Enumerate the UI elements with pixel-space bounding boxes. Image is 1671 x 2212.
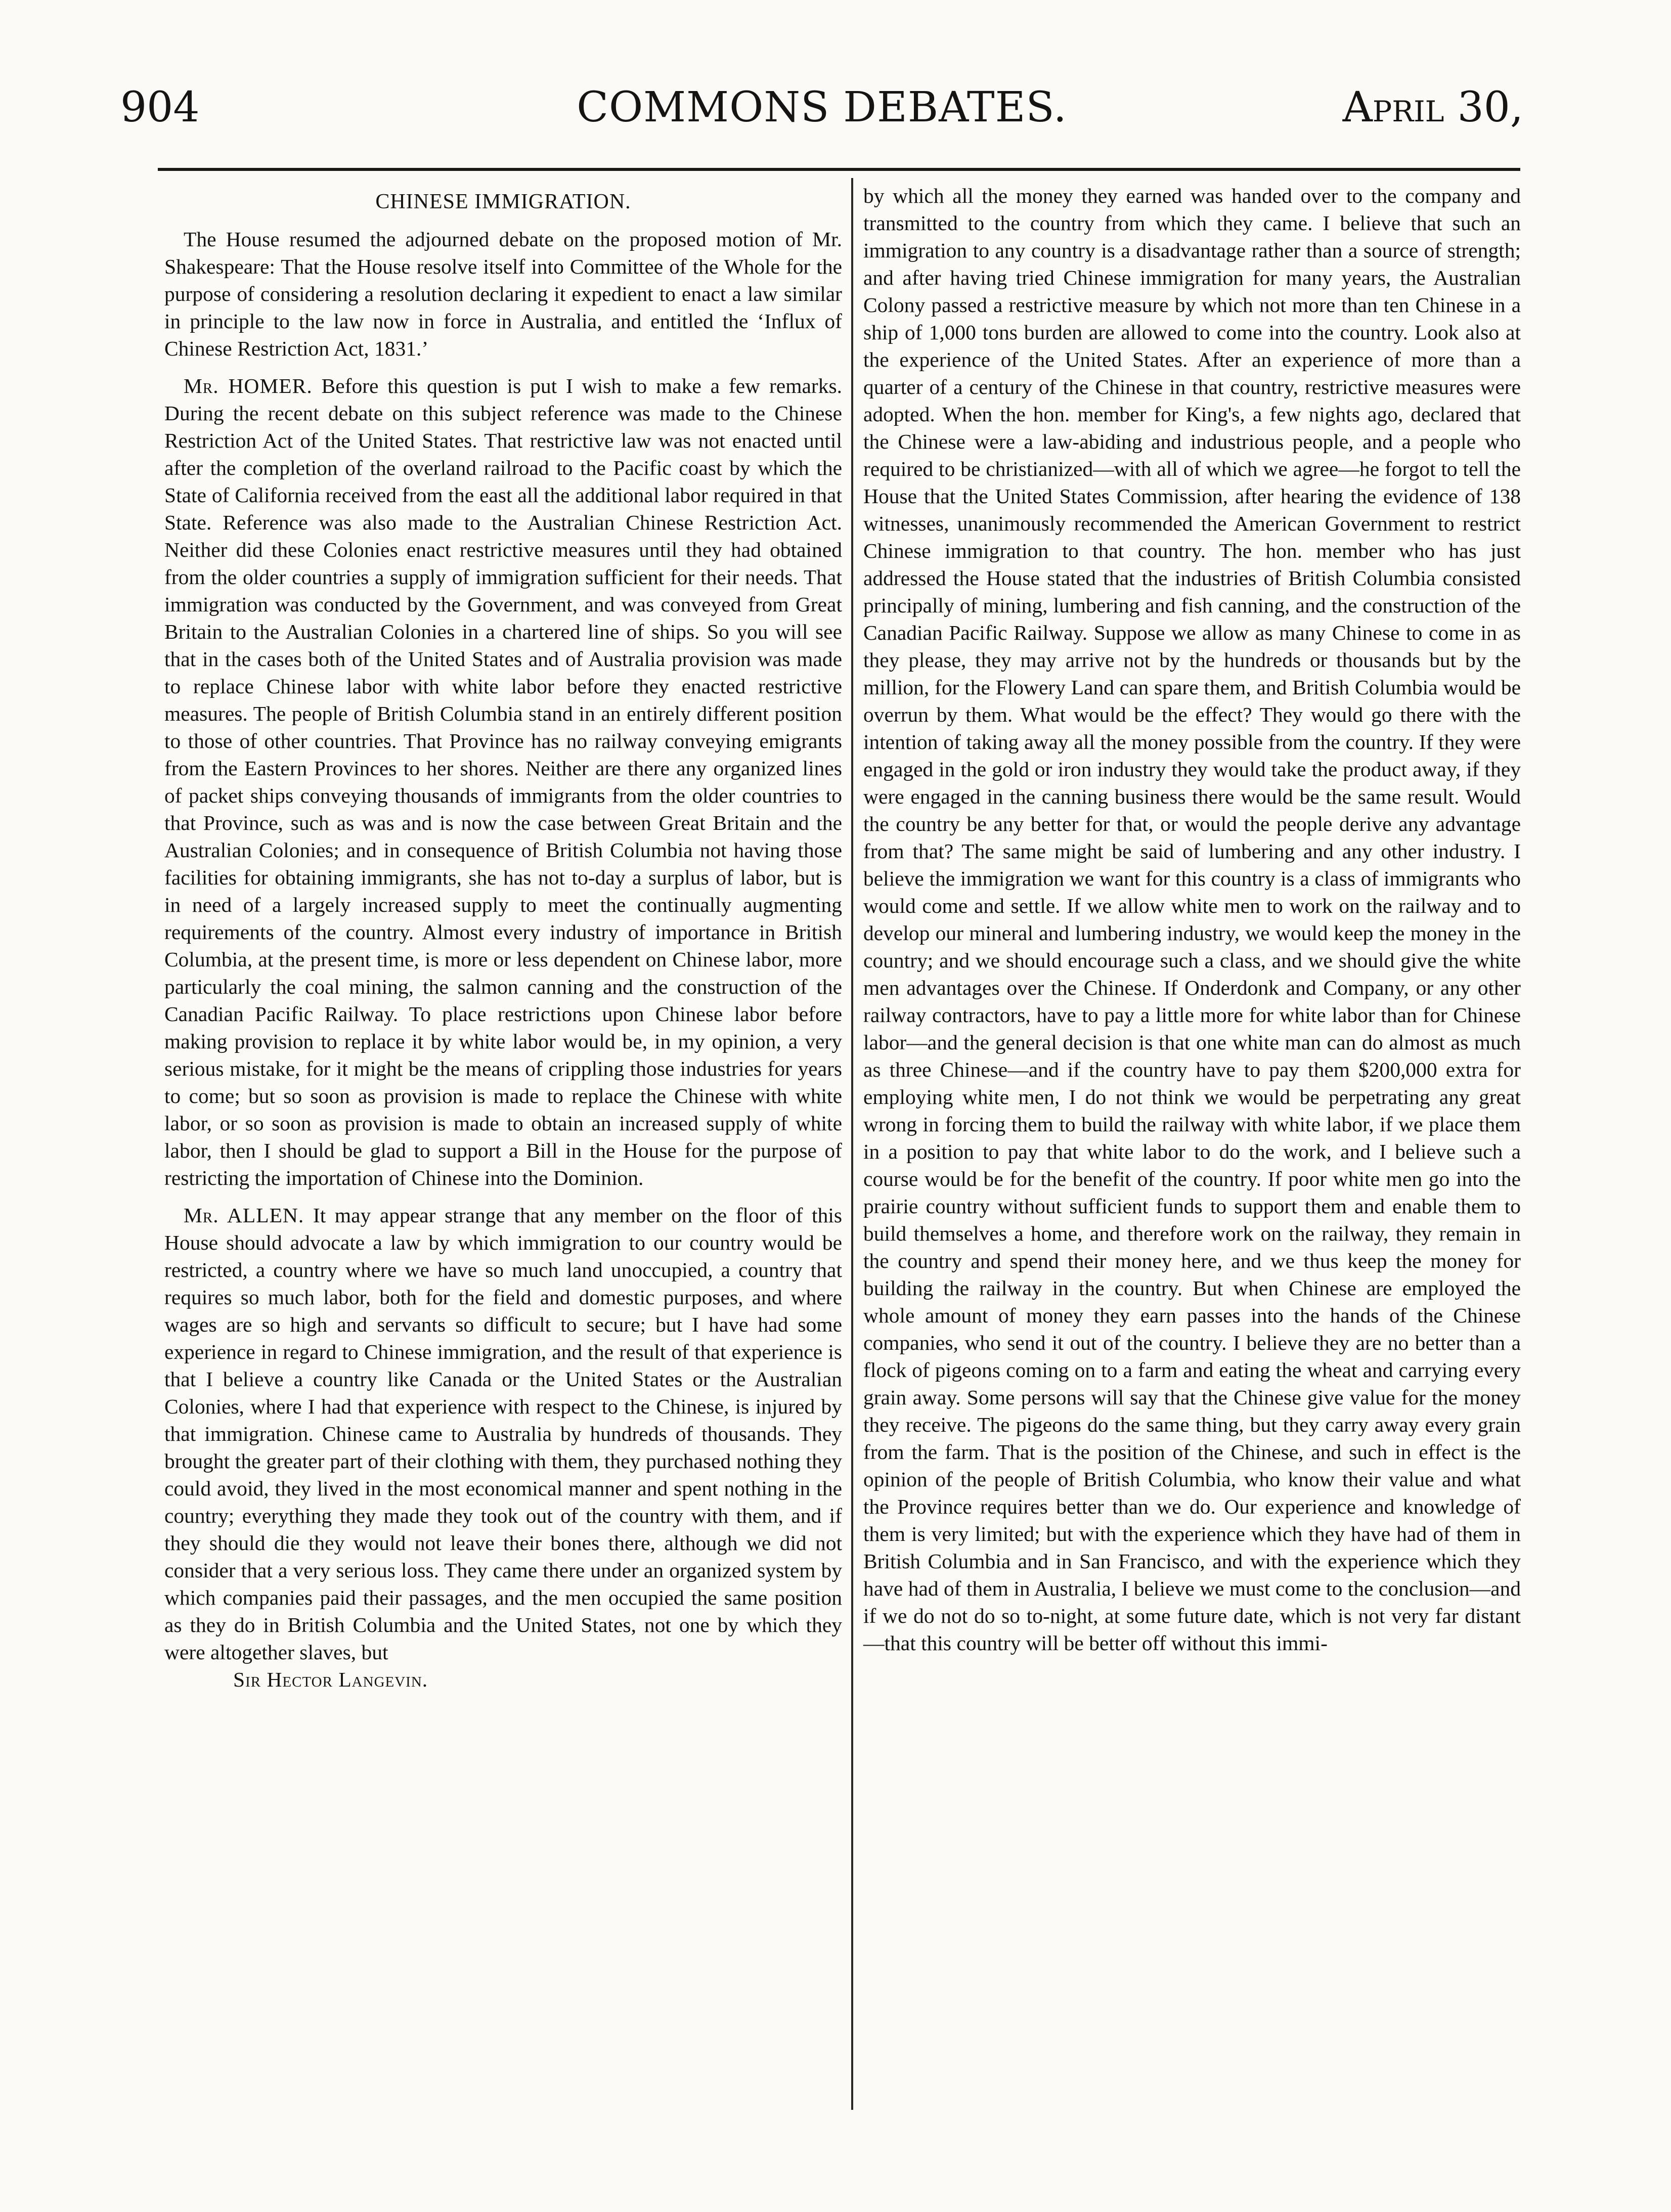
- debate-intro: The House resumed the adjourned debate on the proposed motion of Mr. Shakespeare: That the House resolve itself into Committee of the Whole for the purpose of considering a resolution declaring it expedient to enact a law similar in principle to the law now in force in Australia, and entitled the ‘Influx of Chinese Restriction Act, 1831.’: [164, 228, 842, 360]
- header-rule: [158, 168, 1520, 171]
- speaker-name: Mr. HOMER.: [184, 374, 313, 397]
- paragraph-gap: [164, 1191, 842, 1202]
- left-column: [164, 182, 842, 1693]
- allen-continued: by which all the money they earned was handed over to the company and transmitted to the country from which they came. I believe that such an immigration to any country is a disadvantage rather than a source of strength; and after having tried Chinese immigration for many years, the Australian Colony passed a restrictive measure by which not more than ten Chinese in a ship of 1,000 tons burden are allowed to come into the country. Look also at the experience of the United States. After an experience of more than a quarter of a century of the Chinese in that country, restrictive measures were adopted. When the hon. member for King's, a few nights ago, declared that the Chinese were a law-abiding and industrious people, and a people who required to be christianized—with all of which we agree—he forgot to tell the House that the United States Commission, after hearing the evidence of 138 witnesses, unanimously recommended the American Government to restrict Chinese immigration to that country. The hon. member who has just addressed the House stated that the industries of British Columbia consisted principally of mining, lumbering and fish canning, and the construction of the Canadian Pacific Railway. Suppose we allow as many Chinese to come in as they please, they may arrive not by the hundreds or thousands but by the million, for the Flowery Land can spare them, and British Columbia would be overrun by them. What would be the effect? They would go there with the intention of taking away all the money possible from the country. If they were engaged in the gold or iron industry they would take the product away, if they were engaged in the canning business there would be the same result. Would the country be any better for that, or would the people derive any advantage from that? The same might be said of lumbering and any other industry. I believe the immigration we want for this country is a class of immigrants who would come and settle. If we allow white men to work on the railway and to develop our mineral and lumbering industry, we would keep the money in the country; and we should encourage such a class, and we should give the white men advantages over the Chinese. If Onderdonk and Company, or any other railway contractors, have to pay a little more for white labor than for Chinese labor—and the general decision is that one white man can do almost as much as three Chinese—and if the country have to pay them $200,000 extra for employing white men, I do not think we would be perpetrating any great wrong in forcing them to build the railway with white labor, if we place them in a position to pay that white labor to do the work, and I believe such a course would be for the benefit of the country. If poor white men go into the prairie country without sufficient funds to support them and enable them to build themselves a home, and therefore work on the railway, they remain in the country and spend their money here, and we thus keep the money for building the railway in the country. But when Chinese are employed the whole amount of money they earn passes into the hands of the Chinese companies, who send it out of the country. I believe they are no better than a flock of pigeons coming on to a farm and eating the wheat and carrying every grain away. Some persons will say that the Chinese give value for the money they receive. The pigeons do the same thing, but they carry away every grain from the farm. That is the position of the Chinese, and such in effect is the opinion of the people of British Columbia, who know their value and what the Province requires better than we do. Our experience and knowledge of them is very limited; but with the experience which they have had of them in British Columbia and in San Francisco, and with the experience which they have had of them in Australia, I believe we must come to the conclusion—and if we do not do so to-night, at some future date, which is not very far distant—that this country will be better off without this immi-: [863, 184, 1521, 1655]
- page-title: COMMONS DEBATES.: [577, 83, 1067, 131]
- column-divider: [851, 178, 853, 2110]
- allen-paragraph: [164, 1202, 842, 1666]
- speech-text: Before this question is put I wish to make a few remarks. During the recent debate on this subject reference was made to the Chinese Restriction Act of the United States. That restrictive law was not enacted until after the completion of the overland railroad to the Pacific coast by which the State of California received from the east all the additional labor required in that State. Reference was also made to the Australian Chinese Restriction Act. Neither did these Colonies enact restrictive measures until they had obtained from the older countries a supply of immigration sufficient for their needs. That immigration was conducted by the Government, and was conveyed from Great Britain to the Australian Colonies in a chartered line of ships. So you will see that in the cases both of the United States and of Australia provision was made to replace Chinese labor with white labor before they enacted restrictive measures. The people of British Columbia stand in an entirely different position to those of other countries. That Province has no railway conveying emigrants from the Eastern Provinces to her shores. Neither are there any organized lines of packet ships conveying thousands of immigrants from the older countries to that Province, such as was and is now the case between Great Britain and the Australian Colonies; and in consequence of British Columbia not having those facilities for obtaining immigrants, she has not to-day a surplus of labor, but is in need of a largely increased supply to meet the continually augmenting requirements of the country. Almost every industry of importance in British Columbia, at the present time, is more or less dependent on Chinese labor, more particularly the coal mining, the salmon canning and the construction of the Canadian Pacific Railway. To place restrictions upon Chinese labor before making provision to replace it by white labor would be, in my opinion, a very serious mistake, for it might be the means of crippling those industries for years to come; but so soon as provision is made to replace the Chinese with white labor, or so soon as provision is made to obtain an increased supply of white labor, then I should be glad to support a Bill in the House for the purpose of restricting the importation of Chinese into the Dominion.: [164, 374, 842, 1189]
- page-date: April 30,: [1342, 83, 1523, 131]
- page-number: 904: [120, 83, 200, 131]
- speech-text: It may appear strange that any member on the floor of this House should advocate a law by which immigration to our country would be restricted, a country where we have so much land unoccupied, a country that requires so much labor, both for the field and domestic purposes, and where wages are so high and servants so difficult to secure; but I have had some experience in regard to Chinese immigration, and the result of that experience is that I believe a country like Canada or the United States or the Australian Colonies, where I had that experience with respect to the Chinese, is injured by that immigration. Chinese came to Australia by hundreds of thousands. They brought the greater part of their clothing with them, they purchased nothing they could avoid, they lived in the most economical manner and spent nothing in the country; everything they made they took out of the country with them, and if they should die they would not leave their bones there, although we did not consider that a very serious loss. They came there under an organized system by which companies paid their passages, and the men occupied the same position as they do in British Columbia and the United States, not one by which they were altogether slaves, but: [164, 1204, 842, 1664]
- page-header: [120, 76, 1523, 142]
- section-title: CHINESE IMMIGRATION.: [375, 190, 631, 213]
- right-column: [863, 182, 1521, 1657]
- paragraph-gap: [164, 362, 842, 372]
- footer-name: Sir Hector Langevin.: [233, 1668, 428, 1691]
- speaker-name: Mr. ALLEN.: [184, 1204, 304, 1227]
- homer-paragraph: [164, 372, 842, 1191]
